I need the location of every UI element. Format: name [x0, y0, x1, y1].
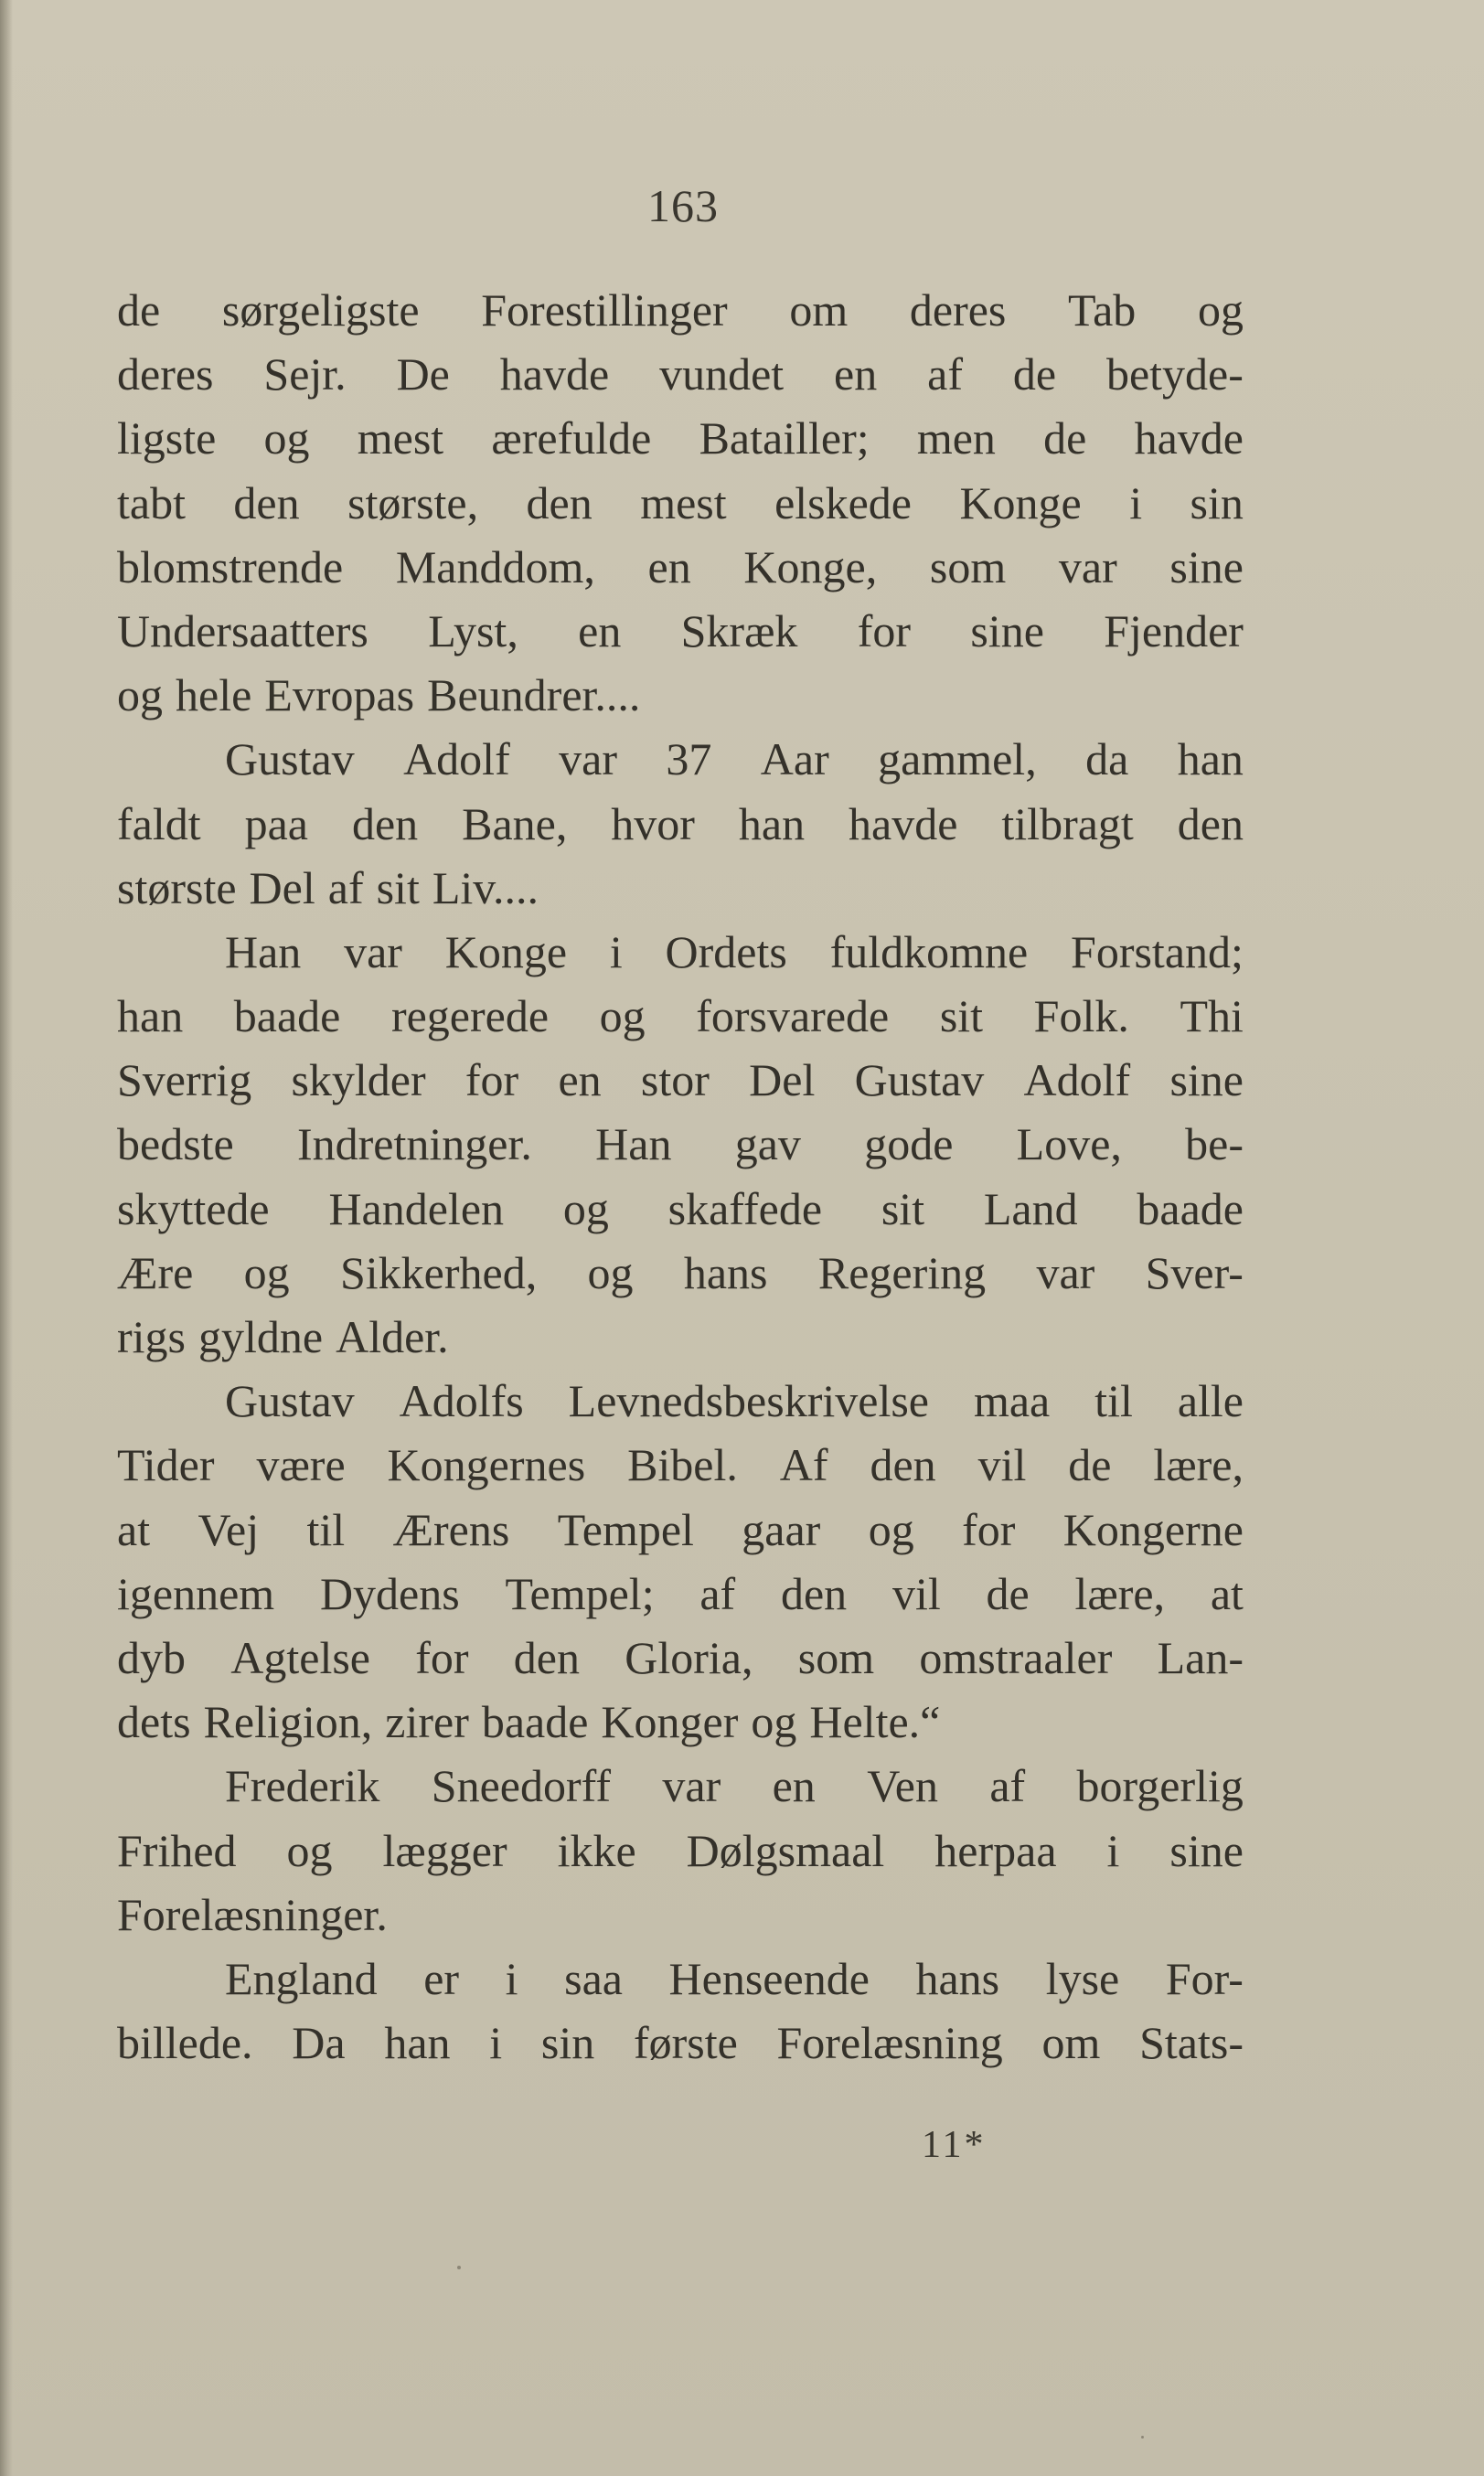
word: Kongernes — [387, 1439, 586, 1491]
word: betyde- — [1105, 348, 1244, 400]
word: være — [256, 1439, 346, 1491]
word: Land — [983, 1182, 1078, 1234]
word: sine — [970, 604, 1044, 656]
word: om — [789, 284, 849, 336]
word: hans — [683, 1246, 768, 1298]
text-line — [117, 1819, 1244, 1883]
word: og — [751, 1696, 797, 1748]
binding-edge — [0, 0, 13, 2476]
word: og — [587, 1246, 634, 1298]
word: skaffede — [667, 1182, 823, 1234]
text-line — [117, 792, 1244, 856]
word: Dydens — [319, 1567, 460, 1619]
text-line — [117, 1433, 1244, 1497]
word: skylder — [291, 1054, 426, 1106]
word: maa — [973, 1375, 1051, 1427]
word: og — [599, 990, 646, 1042]
word: ærefulde — [491, 412, 652, 464]
word: Sver- — [1145, 1246, 1244, 1298]
word: elskede — [774, 476, 912, 528]
word: i — [1106, 1824, 1120, 1876]
word: af — [699, 1567, 736, 1619]
word: saa — [564, 1952, 623, 2004]
word: Konge, — [743, 540, 878, 592]
word: da — [1085, 733, 1129, 785]
word: vil — [891, 1567, 941, 1619]
word: i — [489, 2017, 503, 2069]
word: faldt — [117, 797, 201, 849]
word: de — [1068, 1439, 1112, 1491]
word: Alder. — [336, 1311, 449, 1362]
word: lære, — [1074, 1567, 1166, 1619]
word: Han — [225, 925, 302, 977]
word: var — [662, 1760, 721, 1812]
word: bedste — [117, 1118, 234, 1170]
word: vundet — [659, 348, 785, 400]
word: blomstrende — [117, 540, 344, 592]
text-line — [117, 1754, 1244, 1818]
word: Del — [249, 861, 315, 913]
word: den — [870, 1439, 936, 1491]
word: for — [464, 1054, 519, 1106]
word: Konge — [959, 476, 1082, 528]
word: mest — [640, 476, 727, 528]
word: de — [117, 284, 161, 336]
word: men — [916, 412, 996, 464]
word: Frihed — [117, 1824, 237, 1876]
word: første — [633, 2017, 738, 2069]
word: Forelæsninger. — [117, 1888, 388, 1940]
word: Bibel. — [627, 1439, 738, 1491]
word: største — [117, 861, 237, 913]
word: han — [384, 2017, 451, 2069]
word: fuldkomne — [829, 925, 1029, 977]
word: Tempel; — [505, 1567, 655, 1619]
word: Adolf — [403, 733, 510, 785]
word: var — [344, 925, 402, 977]
word: gyldne — [198, 1311, 324, 1362]
word: regerede — [390, 990, 550, 1042]
word: Adolf — [1023, 1054, 1131, 1106]
word: Bane, — [462, 797, 568, 849]
word: den — [513, 1631, 580, 1683]
word: den — [351, 797, 419, 849]
word: Sikkerhed, — [339, 1246, 538, 1298]
text-line — [117, 471, 1244, 535]
text-line — [117, 406, 1244, 470]
word: Dølgsmaal — [686, 1824, 885, 1876]
word: gaar — [742, 1503, 821, 1555]
word: tilbragt — [1001, 797, 1134, 849]
word: gav — [734, 1118, 801, 1170]
word: Evropas — [264, 669, 415, 721]
word: Gustav — [225, 1375, 355, 1427]
word: deres — [117, 348, 214, 400]
word: havde — [499, 348, 610, 400]
word: var — [1058, 540, 1117, 592]
word: de — [1012, 348, 1057, 400]
word: dets — [117, 1696, 191, 1748]
word: Kongerne — [1062, 1503, 1244, 1555]
word: i — [505, 1952, 518, 2004]
word: gammel, — [878, 733, 1037, 785]
word: er — [423, 1952, 460, 2004]
word: som — [797, 1631, 875, 1683]
word: de — [1043, 412, 1087, 464]
word: Folk. — [1033, 990, 1129, 1042]
word: og — [243, 1246, 290, 1298]
text-line — [117, 342, 1244, 406]
word: sine — [1169, 540, 1244, 592]
word: Agtelse — [230, 1631, 370, 1683]
word: Levnedsbeskrivelse — [568, 1375, 929, 1427]
word: til — [306, 1503, 346, 1555]
word: han — [1177, 733, 1244, 785]
word: billede. — [117, 2017, 253, 2069]
word: ikke — [557, 1824, 636, 1876]
word: omstraaler — [919, 1631, 1113, 1683]
word: mest — [357, 412, 444, 464]
text-line — [117, 1241, 1244, 1305]
text-line — [117, 2011, 1244, 2075]
word: en — [834, 348, 878, 400]
word: Skræk — [680, 604, 798, 656]
word: Ordets — [665, 925, 787, 977]
word: den — [233, 476, 300, 528]
word: sine — [1169, 1054, 1244, 1106]
word: hans — [915, 1952, 1000, 2004]
word: om — [1041, 2017, 1101, 2069]
text-line — [117, 1626, 1244, 1690]
word: Lan- — [1157, 1631, 1244, 1683]
word: herpaa — [934, 1824, 1057, 1876]
text-line — [117, 984, 1244, 1048]
word: Ven — [867, 1760, 938, 1812]
word: og — [286, 1824, 333, 1876]
word: deres — [909, 284, 1007, 336]
word: af — [927, 348, 963, 400]
word: sit — [939, 990, 984, 1042]
word: Forestillinger — [481, 284, 728, 336]
word: rigs — [117, 1311, 186, 1362]
word: Love, — [1016, 1118, 1122, 1170]
text-line — [117, 1177, 1244, 1241]
text-line — [117, 920, 1244, 984]
word: lægger — [382, 1824, 507, 1876]
word: var — [559, 733, 617, 785]
paper-speck — [457, 2266, 461, 2269]
text-line — [117, 599, 1244, 663]
word: dyb — [117, 1631, 186, 1683]
word: Del — [749, 1054, 816, 1106]
text-line — [117, 663, 1244, 727]
word: hvor — [611, 797, 695, 849]
paper-speck — [1141, 2436, 1144, 2439]
word: lyse — [1045, 1952, 1120, 2004]
word: lære, — [1153, 1439, 1244, 1491]
word: havde — [849, 797, 958, 849]
word: til — [1094, 1375, 1133, 1427]
word: Tider — [117, 1439, 215, 1491]
word: zirer — [385, 1696, 469, 1748]
word: Ærens — [392, 1503, 510, 1555]
word: Tempel — [557, 1503, 694, 1555]
word: Konger — [601, 1696, 739, 1748]
word: sit — [881, 1182, 925, 1234]
word: og — [1197, 284, 1244, 336]
word: For- — [1165, 1952, 1244, 2004]
word: Adolfs — [399, 1375, 524, 1427]
word: en — [558, 1054, 602, 1106]
word: sine — [1169, 1824, 1244, 1876]
word: Regering — [817, 1246, 987, 1298]
word: sørgeligste — [221, 284, 420, 336]
word: Gustav — [225, 733, 355, 785]
word: Handelen — [328, 1182, 505, 1234]
word: og — [868, 1503, 914, 1555]
word: at — [117, 1503, 151, 1555]
word: Thi — [1180, 990, 1244, 1042]
word: i — [1129, 476, 1143, 528]
text-line — [117, 727, 1244, 791]
text-line — [117, 1112, 1244, 1176]
word: største, — [347, 476, 479, 528]
word: en — [578, 604, 622, 656]
word: Aar — [760, 733, 829, 785]
word: forsvarede — [696, 990, 890, 1042]
text-line — [117, 856, 1244, 920]
word: Indretninger. — [297, 1118, 532, 1170]
word: Han — [595, 1118, 672, 1170]
word: Stats- — [1139, 2017, 1244, 2069]
word: han — [117, 990, 184, 1042]
word: igennem — [117, 1567, 275, 1619]
word: Sverrig — [117, 1054, 252, 1106]
word: en — [647, 540, 691, 592]
word: paa — [244, 797, 308, 849]
word: stor — [640, 1054, 710, 1106]
word: at — [1210, 1567, 1244, 1619]
word: Henseende — [668, 1952, 870, 2004]
word: og — [117, 669, 163, 721]
text-line — [117, 1947, 1244, 2011]
text-line — [117, 1498, 1244, 1562]
word: Frederik — [225, 1760, 380, 1812]
word: Ære — [117, 1246, 194, 1298]
word: som — [929, 540, 1007, 592]
text-line — [117, 1883, 1244, 1947]
text-line — [117, 1369, 1244, 1433]
word: Konge — [444, 925, 568, 977]
word: den — [1177, 797, 1244, 849]
word: Gloria, — [625, 1631, 753, 1683]
word: for — [415, 1631, 469, 1683]
word: 37 — [666, 733, 712, 785]
word: for — [962, 1503, 1016, 1555]
word: den — [780, 1567, 848, 1619]
word: Fjender — [1104, 604, 1244, 656]
word: de — [986, 1567, 1030, 1619]
word: en — [772, 1760, 816, 1812]
word: og — [263, 412, 310, 464]
word: Undersaatters — [117, 604, 368, 656]
word: af — [327, 861, 364, 913]
word: sin — [540, 2017, 595, 2069]
word: af — [989, 1760, 1026, 1812]
word: Manddom, — [395, 540, 595, 592]
body-text — [117, 278, 1244, 2075]
word: sin — [1190, 476, 1244, 528]
word: baade — [233, 990, 341, 1042]
word: sit — [376, 861, 420, 913]
word: Beundrer.... — [427, 669, 641, 721]
word: Religion, — [203, 1696, 373, 1748]
word: borgerlig — [1076, 1760, 1244, 1812]
word: Forelæsning — [776, 2017, 1003, 2069]
word: den — [526, 476, 593, 528]
text-line — [117, 535, 1244, 599]
word: Liv.... — [432, 861, 539, 913]
word: Vej — [198, 1503, 260, 1555]
word: gode — [864, 1118, 954, 1170]
word: Batailler; — [699, 412, 870, 464]
word: og — [562, 1182, 609, 1234]
word: England — [225, 1952, 378, 2004]
text-line — [117, 1048, 1244, 1112]
word: ligste — [117, 412, 217, 464]
word: i — [609, 925, 623, 977]
word: baade — [481, 1696, 589, 1748]
text-line — [117, 1305, 1244, 1369]
word: Gustav — [854, 1054, 985, 1106]
word: for — [857, 604, 912, 656]
word: Helte.“ — [809, 1696, 941, 1748]
word: baade — [1137, 1182, 1244, 1234]
word: tabt — [117, 476, 186, 528]
word: vil — [977, 1439, 1027, 1491]
word: be- — [1185, 1118, 1244, 1170]
text-line — [117, 278, 1244, 342]
word: skyttede — [117, 1182, 270, 1234]
word: Sejr. — [263, 348, 347, 400]
word: alle — [1177, 1375, 1244, 1427]
signature-mark: 11* — [922, 2124, 987, 2166]
word: Lyst, — [428, 604, 518, 656]
word: Sneedorff — [431, 1760, 612, 1812]
word: De — [396, 348, 450, 400]
word: havde — [1134, 412, 1244, 464]
word: Forstand; — [1071, 925, 1244, 977]
word: Tab — [1068, 284, 1137, 336]
word: Da — [292, 2017, 346, 2069]
word: Af — [779, 1439, 828, 1491]
word: hele — [176, 669, 252, 721]
text-line — [117, 1690, 1244, 1754]
word: var — [1036, 1246, 1095, 1298]
text-line — [117, 1562, 1244, 1626]
word: han — [738, 797, 806, 849]
page-number: 163 — [647, 180, 719, 231]
